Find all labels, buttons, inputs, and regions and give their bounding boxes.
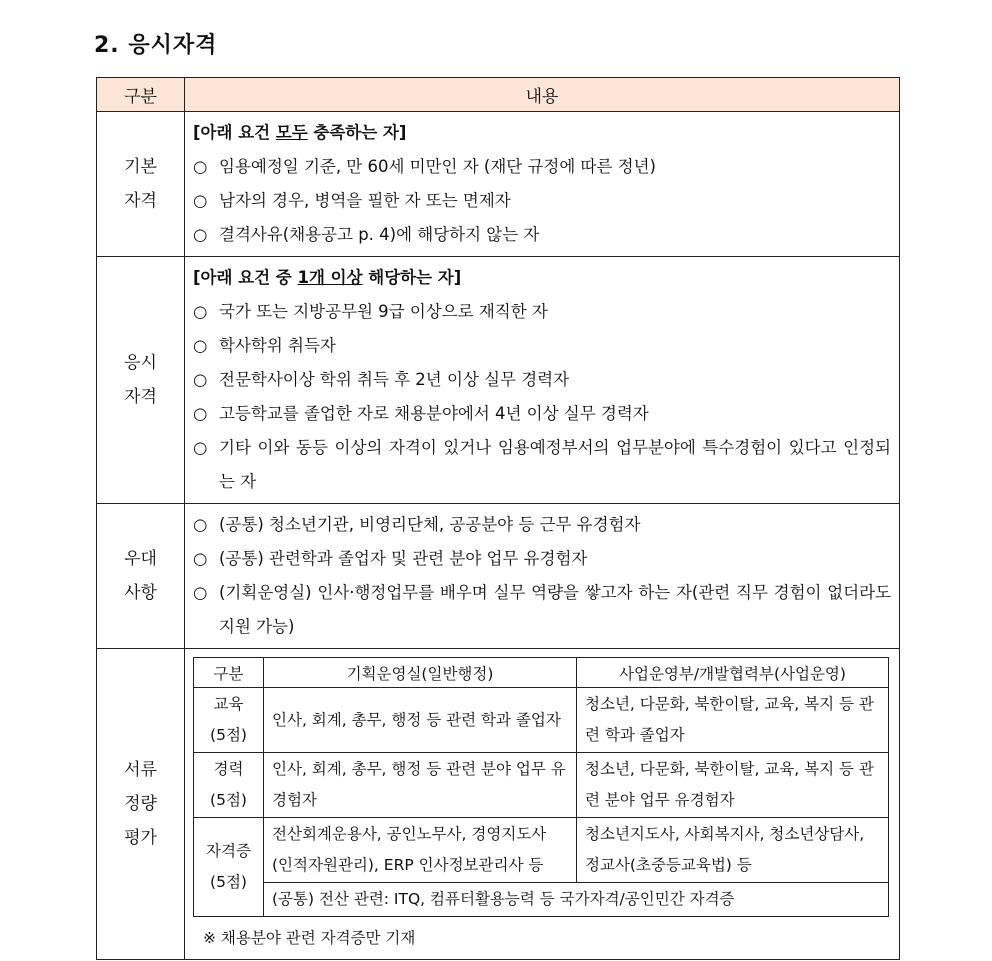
certificate-label: 자격증 (5점)	[194, 818, 264, 917]
career-planning: 인사, 회계, 총무, 행정 등 관련 분야 업무 유경험자	[264, 753, 577, 818]
preference-category: 우대 사항	[97, 504, 185, 649]
basic-category: 기본 자격	[97, 112, 185, 257]
preference-content	[185, 504, 900, 649]
circle-bullet-icon: ○	[193, 225, 208, 244]
basic-qualification-row	[97, 112, 900, 257]
list-item: ○ 결격사유(채용공고 p. 4)에 해당하지 않는 자	[193, 218, 891, 252]
certificate-operation: 청소년지도사, 사회복지사, 청소년상담사, 정교사(초중등교육법) 등	[577, 818, 889, 883]
list-item: ○ 국가 또는 지방공무원 9급 이상으로 재직한 자	[193, 295, 891, 329]
circle-bullet-icon: ○	[193, 336, 208, 355]
list-item: ○ 학사학위 취득자	[193, 329, 891, 363]
table-row	[194, 753, 889, 818]
evaluation-header-row	[194, 658, 889, 688]
career-operation: 청소년, 다문화, 북한이탈, 교육, 복지 등 관련 분야 업무 유경험자	[577, 753, 889, 818]
circle-bullet-icon: ○	[193, 404, 208, 423]
header-category: 구분	[97, 78, 185, 112]
circle-bullet-icon: ○	[193, 515, 208, 534]
evaluation-note: ※ 채용분야 관련 자격증만 기재	[203, 929, 416, 947]
evaluation-content	[185, 649, 900, 960]
list-item: ○ (공통) 청소년기관, 비영리단체, 공공분야 등 근무 유경험자	[193, 508, 891, 542]
circle-bullet-icon: ○	[193, 157, 208, 176]
education-label: 교육 (5점)	[194, 688, 264, 753]
table-header-row	[97, 78, 900, 112]
list-item: ○ 고등학교를 졸업한 자로 채용분야에서 4년 이상 실무 경력자	[193, 397, 891, 431]
circle-bullet-icon: ○	[193, 302, 208, 321]
evaluation-row	[97, 649, 900, 960]
eval-header-operation: 사업운영부/개발협력부(사업운영)	[577, 658, 889, 688]
education-planning: 인사, 회계, 총무, 행정 등 관련 학과 졸업자	[264, 688, 577, 753]
basic-heading: [아래 요건 모두 충족하는 자]	[193, 123, 407, 142]
list-item: ○ (공통) 관련학과 졸업자 및 관련 분야 업무 유경험자	[193, 542, 891, 576]
certificate-common: (공통) 전산 관련: ITQ, 컴퓨터활용능력 등 국가자격/공인민간 자격증	[264, 883, 889, 917]
apply-qualification-row	[97, 257, 900, 504]
certificate-planning: 전산회계운용사, 공인노무사, 경영지도사 (인적자원관리), ERP 인사정보관리사 등	[264, 818, 577, 883]
education-operation: 청소년, 다문화, 북한이탈, 교육, 복지 등 관련 학과 졸업자	[577, 688, 889, 753]
list-item: ○ 전문학사이상 학위 취득 후 2년 이상 실무 경력자	[193, 363, 891, 397]
section-title: 2. 응시자격	[94, 33, 218, 58]
circle-bullet-icon: ○	[193, 549, 208, 568]
circle-bullet-icon: ○	[193, 438, 208, 457]
apply-heading: [아래 요건 중 1개 이상 해당하는 자]	[193, 268, 462, 287]
apply-category: 응시 자격	[97, 257, 185, 504]
career-label: 경력 (5점)	[194, 753, 264, 818]
list-item: ○ (기획운영실) 인사·행정업무를 배우며 실무 역량을 쌓고자 하는 자(관련 직무 경험이 없더라도 지원 가능)	[193, 576, 891, 644]
table-row	[194, 883, 889, 917]
evaluation-table	[193, 657, 889, 917]
apply-content	[185, 257, 900, 504]
list-item: ○ 임용예정일 기준, 만 60세 미만인 자 (재단 규정에 따른 정년)	[193, 150, 891, 184]
table-row	[194, 818, 889, 883]
basic-content	[185, 112, 900, 257]
circle-bullet-icon: ○	[193, 370, 208, 389]
table-row	[194, 688, 889, 753]
preference-row	[97, 504, 900, 649]
header-content: 내용	[185, 78, 900, 112]
list-item: ○ 기타 이와 동등 이상의 자격이 있거나 임용예정부서의 업무분야에 특수경험이 있다고 인정되는 자	[193, 431, 891, 499]
list-item: ○ 남자의 경우, 병역을 필한 자 또는 면제자	[193, 184, 891, 218]
eval-header-category: 구분	[194, 658, 264, 688]
evaluation-category: 서류 정량 평가	[97, 649, 185, 960]
qualification-table	[96, 77, 900, 960]
eval-header-planning: 기획운영실(일반행정)	[264, 658, 577, 688]
circle-bullet-icon: ○	[193, 191, 208, 210]
circle-bullet-icon: ○	[193, 583, 208, 602]
